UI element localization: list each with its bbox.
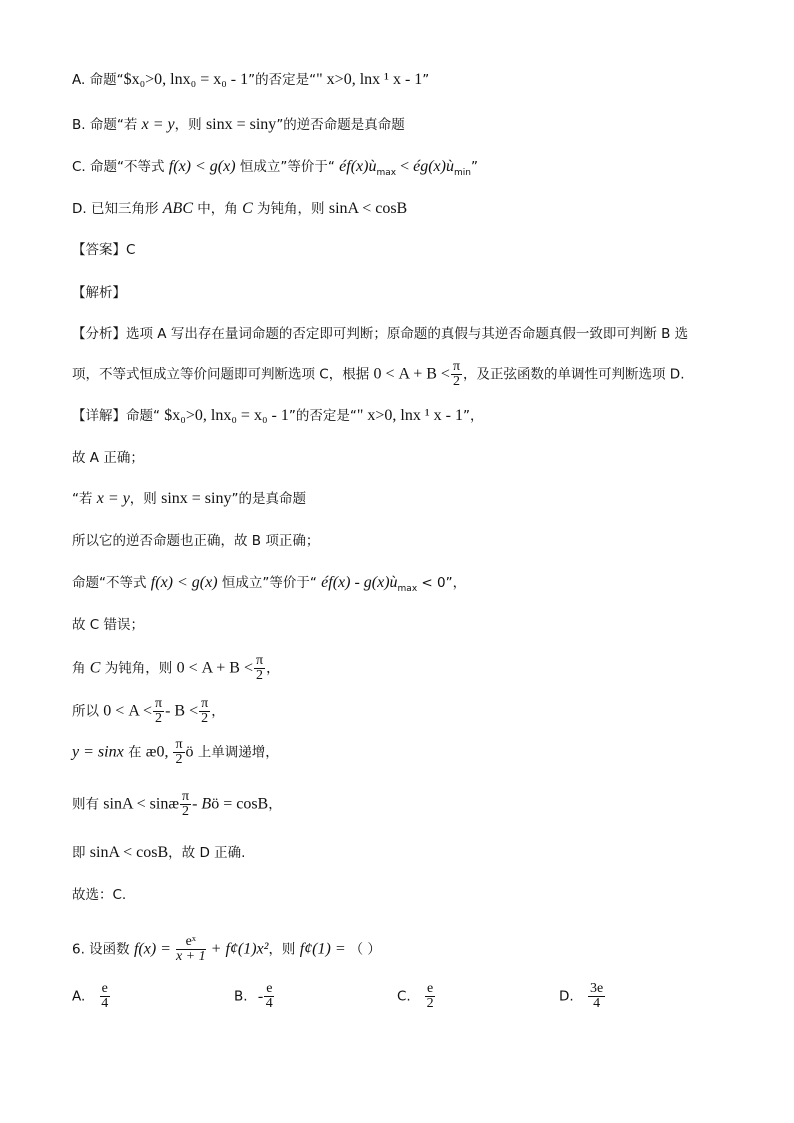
denominator: 2	[155, 711, 163, 726]
math-expr: éf(x)ù	[339, 158, 377, 175]
denominator: 2	[175, 752, 183, 767]
numerator: e	[101, 981, 108, 996]
math-expr: ö	[185, 743, 194, 761]
fraction	[254, 654, 265, 683]
math-expr: f(x) < g(x)	[168, 158, 236, 175]
text: 所以	[72, 703, 104, 720]
text: ”的是真命题	[231, 491, 306, 507]
text: B. 命题“若	[72, 117, 142, 133]
text: ，	[211, 703, 225, 720]
text: 项，不等式恒成立等价问题即可判断选项 C，根据	[72, 366, 374, 383]
numerator: π	[201, 696, 209, 711]
text: 即	[72, 845, 90, 861]
text: 【详解】命题“	[72, 408, 165, 424]
text: 6. 设函数	[72, 941, 134, 958]
minus-sign: -	[257, 987, 264, 1005]
fraction	[180, 790, 191, 819]
text: ，则	[174, 117, 206, 133]
math-expr: $x₀>0, lnx₀ = x₀ - 1	[123, 71, 249, 88]
text: 中，角	[193, 201, 243, 217]
fraction	[176, 935, 206, 964]
fraction	[264, 982, 274, 1011]
math-expr: f¢(1) =	[299, 940, 350, 958]
math-expr: ö	[211, 795, 220, 813]
text: ”的否定是“	[288, 408, 357, 424]
monotonic-line	[72, 738, 279, 767]
option-label: C.	[397, 988, 411, 1005]
fraction	[173, 738, 184, 767]
fraction	[153, 697, 164, 726]
text: ，则	[268, 941, 300, 958]
denominator: 2	[201, 711, 209, 726]
math-expr: æ	[168, 795, 180, 813]
math-expr: éf(x) - g(x)ù	[321, 574, 398, 591]
text: ，	[268, 796, 282, 813]
numerator: π	[175, 737, 183, 752]
fraction	[199, 697, 210, 726]
c-line	[72, 573, 466, 599]
numerator: π	[255, 653, 264, 668]
numerator: π	[155, 696, 163, 711]
text: D. 已知三角形	[72, 201, 163, 217]
math-expr: sinx = siny	[161, 490, 232, 507]
q6-option-d[interactable]	[559, 982, 606, 1011]
option-label: B.	[234, 988, 248, 1005]
option-d-line	[72, 199, 407, 219]
numerator: 3e	[589, 981, 604, 996]
ie-line	[72, 843, 245, 863]
math-expr: 0 < A + B <	[176, 659, 253, 677]
math-expr: ABC	[162, 200, 193, 217]
denominator: 4	[101, 996, 109, 1011]
text: 恒成立”等价于“	[217, 575, 322, 591]
denominator: 2	[256, 668, 264, 683]
text: 命题“不等式	[72, 575, 151, 591]
text: 为钝角，则	[252, 201, 329, 217]
fraction	[588, 982, 605, 1011]
text: ，则	[129, 491, 162, 507]
math-expr: sinx = siny	[205, 116, 277, 133]
math-expr: C	[89, 659, 101, 677]
text: ”，	[462, 408, 484, 424]
subscript: max	[376, 168, 397, 178]
q6-option-b[interactable]	[234, 982, 275, 1011]
text: < 0”，	[417, 575, 467, 591]
math-expr: x = y	[141, 116, 175, 133]
angle-line	[72, 654, 280, 683]
numerator: π	[452, 359, 461, 374]
math-expr: + f¢(1)x²	[206, 940, 269, 958]
text: 角	[72, 660, 90, 677]
text: ，	[266, 660, 280, 677]
if-line	[72, 489, 306, 509]
math-expr: æ0,	[145, 743, 173, 761]
text: ”的否定是“	[248, 72, 317, 88]
math-expr: - B <	[165, 702, 199, 720]
text: ，及正弦函数的单调性可判断选项 D.	[463, 366, 685, 383]
math-expr: x = y	[96, 490, 130, 507]
math-expr: C	[242, 200, 253, 217]
text: 恒成立”等价于“	[235, 159, 340, 175]
numerator: π	[182, 789, 190, 804]
c-wrong: 故 C 错误；	[72, 617, 145, 633]
text: ”的逆否命题是真命题	[276, 117, 405, 133]
numerator: e	[427, 981, 434, 996]
text: C. 命题“不等式	[72, 159, 169, 175]
b-correct: 所以它的逆否命题也正确，故 B 项正确；	[72, 533, 320, 549]
math-expr: f(x) =	[133, 940, 175, 958]
text: 在	[123, 744, 146, 761]
q6-option-a[interactable]	[72, 982, 111, 1011]
numerator: e	[266, 981, 273, 996]
numerator: eˣ	[176, 935, 206, 950]
analysis-line-1: 【分析】选项 A 写出存在量词命题的否定即可判断；原命题的真假与其逆否命题真假一致即可判断 B 选	[72, 326, 689, 342]
then-line	[72, 790, 282, 819]
question-6	[72, 935, 381, 964]
text: ”	[422, 72, 430, 88]
so-line	[72, 697, 225, 726]
option-label: D.	[559, 988, 574, 1005]
math-expr: 0 < A <	[103, 702, 153, 720]
text: 则有	[72, 796, 104, 813]
answer-line: 【答案】C	[72, 242, 136, 258]
math-expr: - B	[192, 795, 212, 813]
math-expr: <	[396, 158, 414, 175]
math-expr: sinA < cosB	[89, 844, 169, 861]
denominator: 4	[265, 996, 273, 1011]
subscript: min	[453, 168, 471, 178]
math-expr: y = sinx	[72, 743, 124, 761]
denominator: 2	[426, 996, 434, 1011]
option-a-line	[72, 70, 429, 90]
text: ”	[470, 159, 478, 175]
subscript: max	[397, 584, 418, 594]
choose-line: 故选：C.	[72, 887, 127, 903]
option-b-line	[72, 115, 405, 135]
math-expr: " x>0, lnx ¹ x - 1	[356, 407, 463, 424]
analysis-line-2	[72, 360, 685, 389]
text: （ ）	[349, 941, 381, 958]
text: “若	[72, 491, 97, 507]
math-expr: f(x) < g(x)	[150, 574, 218, 591]
option-c-line	[72, 157, 478, 183]
q6-option-c[interactable]	[397, 982, 436, 1011]
math-expr: sinA < sin	[103, 795, 169, 813]
text: ，故 D 正确.	[168, 845, 246, 861]
analysis-title: 【解析】	[72, 285, 126, 301]
fraction	[100, 982, 110, 1011]
detail-line	[72, 406, 483, 426]
math-expr: ég(x)ù	[413, 158, 454, 175]
denominator: 2	[452, 374, 460, 389]
denominator: 2	[182, 804, 190, 819]
fraction	[425, 982, 435, 1011]
fraction	[451, 360, 462, 389]
math-expr: = cosB	[219, 795, 269, 813]
denominator: x + 1	[175, 949, 206, 964]
math-expr: 0 < A + B <	[373, 365, 450, 383]
a-correct: 故 A 正确；	[72, 450, 144, 466]
math-expr: sinA < cosB	[328, 200, 408, 217]
text: A. 命题“	[72, 72, 124, 88]
math-expr: " x>0, lnx ¹ x - 1	[316, 71, 423, 88]
text: 上单调递增，	[193, 744, 279, 761]
math-expr: $x₀>0, lnx₀ = x₀ - 1	[164, 407, 289, 424]
option-label: A.	[72, 988, 86, 1005]
text: 为钝角，则	[100, 660, 177, 677]
denominator: 4	[593, 996, 601, 1011]
